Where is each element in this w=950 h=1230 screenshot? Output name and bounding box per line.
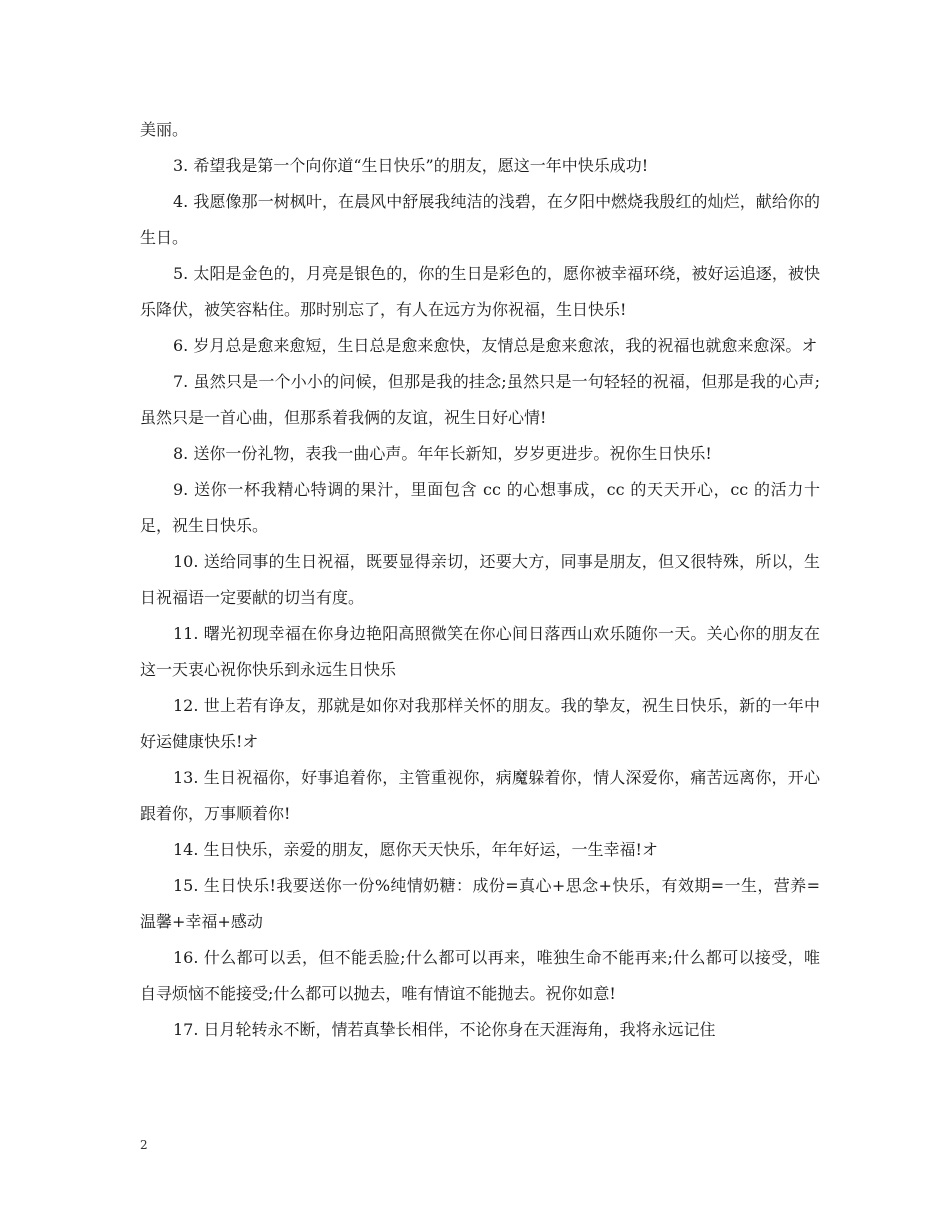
- list-item-12: 12. 世上若有诤友，那就是如你对我那样关怀的朋友。我的挚友，祝生日快乐，新的一年中好运健康快乐!オ: [140, 696, 820, 751]
- list-item-3: 3. 希望我是第一个向你道“生日快乐”的朋友，愿这一年中快乐成功!: [173, 156, 649, 175]
- paragraph-continuation: 美丽。: [140, 120, 189, 139]
- page-number: 2: [140, 1138, 148, 1152]
- list-item-9: 9. 送你一杯我精心特调的果汁，里面包含 cc 的心想事成，cc 的天天开心，cc 的活力十足，祝生日快乐。: [140, 480, 820, 535]
- list-item-10: 10. 送给同事的生日祝福，既要显得亲切，还要大方，同事是朋友，但又很特殊，所以，生日祝福语一定要献的切当有度。: [140, 552, 820, 607]
- list-item-15: 15. 生日快乐!我要送你一份%纯情奶糖：成份=真心+思念+快乐，有效期=一生，营养=温馨+幸福+感动: [140, 876, 820, 931]
- list-item-11: 11. 曙光初现幸福在你身边艳阳高照微笑在你心间日落西山欢乐随你一天。关心你的朋友在这一天衷心祝你快乐到永远生日快乐: [140, 624, 820, 679]
- list-item-13: 13. 生日祝福你，好事追着你，主管重视你，病魔躲着你，情人深爱你，痛苦远离你，开心跟着你，万事顺着你!: [140, 768, 820, 823]
- list-item-17: 17. 日月轮转永不断，情若真挚长相伴，不论你身在天涯海角，我将永远记住: [173, 1020, 716, 1039]
- document-body: [140, 112, 820, 1048]
- list-item-5: 5. 太阳是金色的，月亮是银色的，你的生日是彩色的，愿你被幸福环绕，被好运追逐，被快乐降伏，被笑容粘住。那时别忘了，有人在远方为你祝福，生日快乐!: [140, 264, 820, 319]
- list-item-16: 16. 什么都可以丢，但不能丢脸;什么都可以再来，唯独生命不能再来;什么都可以接受，唯自寻烦恼不能接受;什么都可以抛去，唯有情谊不能抛去。祝你如意!: [140, 948, 820, 1003]
- list-item-4: 4. 我愿像那一树枫叶，在晨风中舒展我纯洁的浅碧，在夕阳中燃烧我殷红的灿烂，献给你的生日。: [140, 192, 820, 247]
- list-item-6: 6. 岁月总是愈来愈短，生日总是愈来愈快，友情总是愈来愈浓，我的祝福也就愈来愈深。オ: [173, 336, 818, 355]
- list-item-7: 7. 虽然只是一个小小的问候，但那是我的挂念;虽然只是一句轻轻的祝福，但那是我的心声;虽然只是一首心曲，但那系着我俩的友谊，祝生日好心情!: [140, 372, 820, 427]
- list-item-14: 14. 生日快乐，亲爱的朋友，愿你天天快乐，年年好运，一生幸福!オ: [173, 840, 658, 859]
- list-item-8: 8. 送你一份礼物，表我一曲心声。年年长新知，岁岁更进步。祝你生日快乐!: [173, 444, 712, 463]
